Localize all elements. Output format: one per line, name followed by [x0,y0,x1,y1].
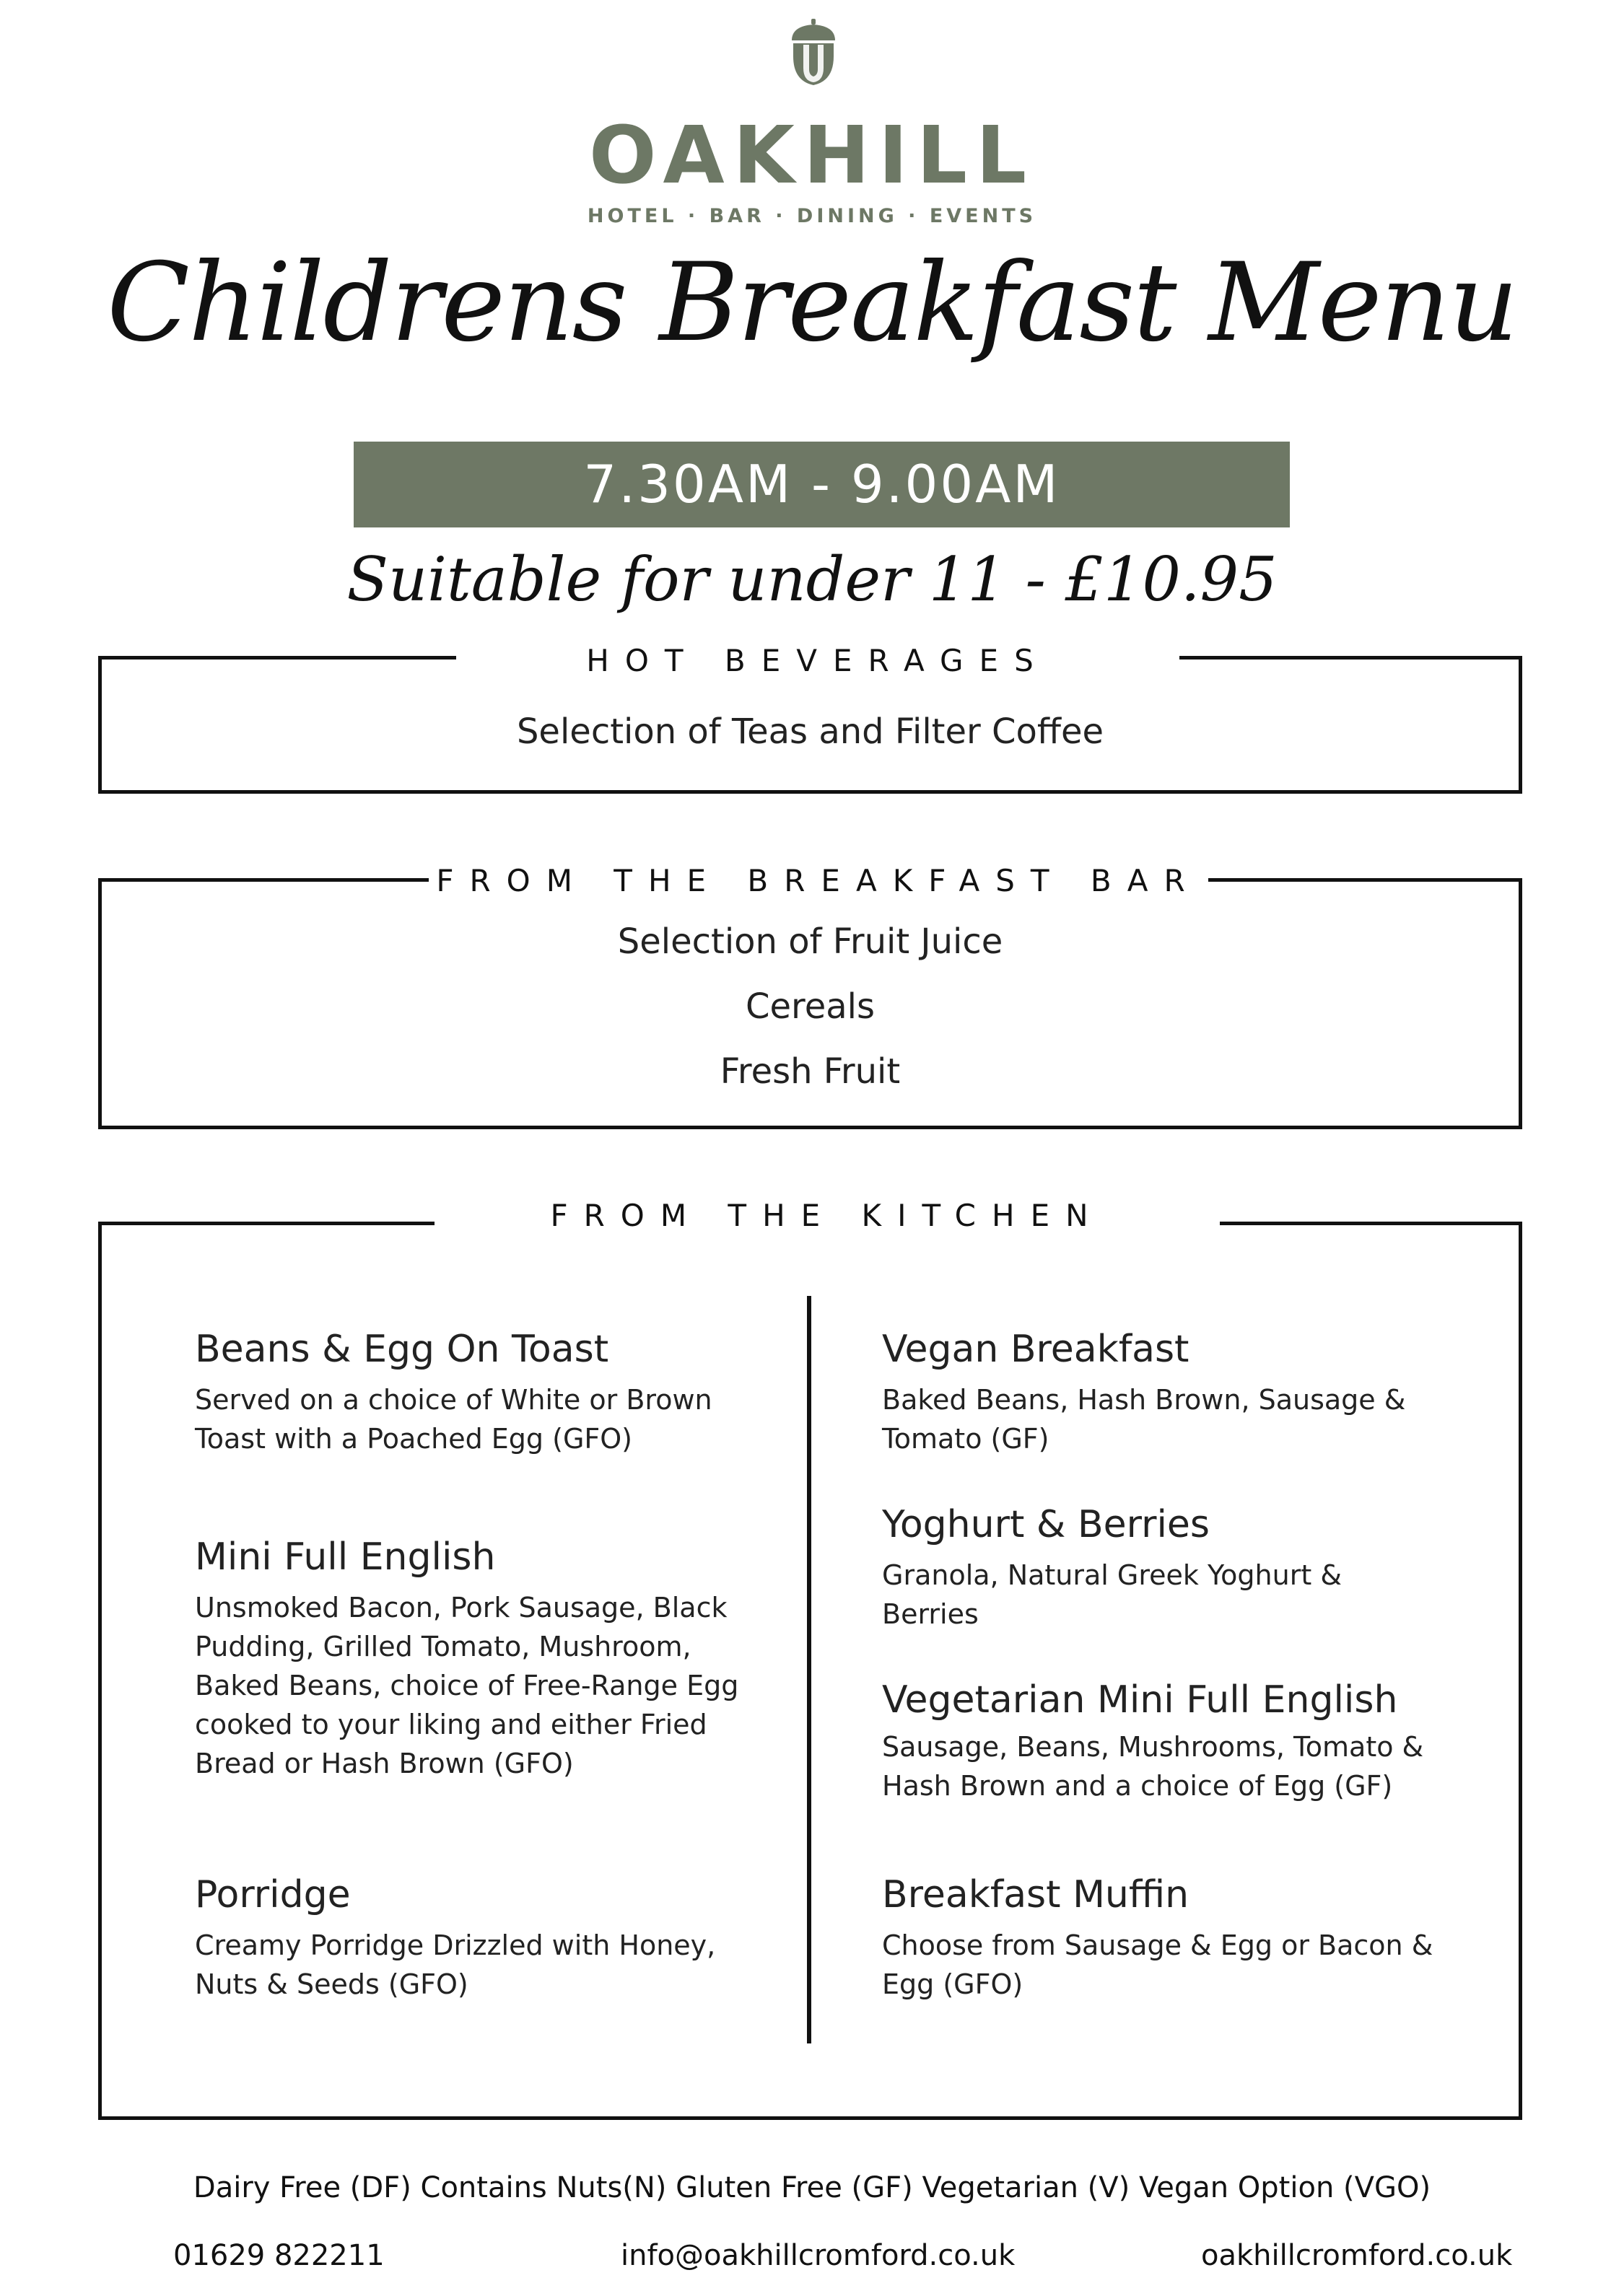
section-title-breakfast-bar: FROM THE BREAKFAST BAR [429,859,1208,903]
dish-description: Baked Beans, Hash Brown, Sausage & Tomato (GF) [882,1384,1406,1455]
page-title: Childrens Breakfast Menu [107,240,1517,366]
column-divider [807,1296,811,2043]
brand-tagline: HOTEL · BAR · DINING · EVENTS [587,205,1037,227]
serving-hours-banner: 7.30AM - 9.00AM [354,442,1290,527]
phone-number[interactable]: 01629 822211 [173,2239,385,2272]
dish-name: Vegan Breakfast [882,1328,1189,1371]
brand-wordmark: OAKHILL [588,109,1036,201]
dish-name: Vegetarian Mini Full English [882,1678,1398,1722]
dish-name: Porridge [195,1873,351,1916]
dish-description: Granola, Natural Greek Yoghurt & Berries [882,1559,1342,1630]
website-link[interactable]: oakhillcromford.co.uk [1201,2239,1513,2272]
section-title-kitchen: FROM THE KITCHEN [435,1194,1220,1237]
menu-item: Fresh Fruit [720,1051,901,1092]
menu-item: Selection of Teas and Filter Coffee [516,711,1104,752]
acorn-logo-icon [787,19,839,87]
dish-name: Mini Full English [195,1535,496,1579]
menu-item: Selection of Fruit Juice [617,921,1003,962]
dish-description: Creamy Porridge Drizzled with Honey, Nuts & Seeds (GFO) [195,1929,716,2000]
section-title-hot-beverages: HOT BEVERAGES [456,639,1179,683]
dish-name: Breakfast Muffin [882,1873,1189,1916]
email-link[interactable]: info@oakhillcromford.co.uk [621,2239,1016,2272]
breakfast-bar-section [98,878,1522,1129]
menu-item: Cereals [745,986,875,1027]
age-price-note: Suitable for under 11 - £10.95 [346,544,1278,615]
dietary-legend: Dairy Free (DF) Contains Nuts(N) Gluten Free (GF) Vegetarian (V) Vegan Option (VGO) [193,2171,1431,2204]
dish-description: Served on a choice of White or Brown Toast with a Poached Egg (GFO) [195,1384,712,1455]
dish-name: Beans & Egg On Toast [195,1328,609,1371]
dish-description: Unsmoked Bacon, Pork Sausage, Black Pudding, Grilled Tomato, Mushroom, Baked Beans, choice of Free-Range Egg cooked to your liking and either Fried Bread or Hash Brown (GFO) [195,1592,739,1779]
dish-name: Yoghurt & Berries [882,1503,1210,1546]
dish-description: Sausage, Beans, Mushrooms, Tomato & Hash Brown and a choice of Egg (GF) [882,1731,1424,1802]
dish-description: Choose from Sausage & Egg or Bacon & Egg (GFO) [882,1929,1433,2000]
